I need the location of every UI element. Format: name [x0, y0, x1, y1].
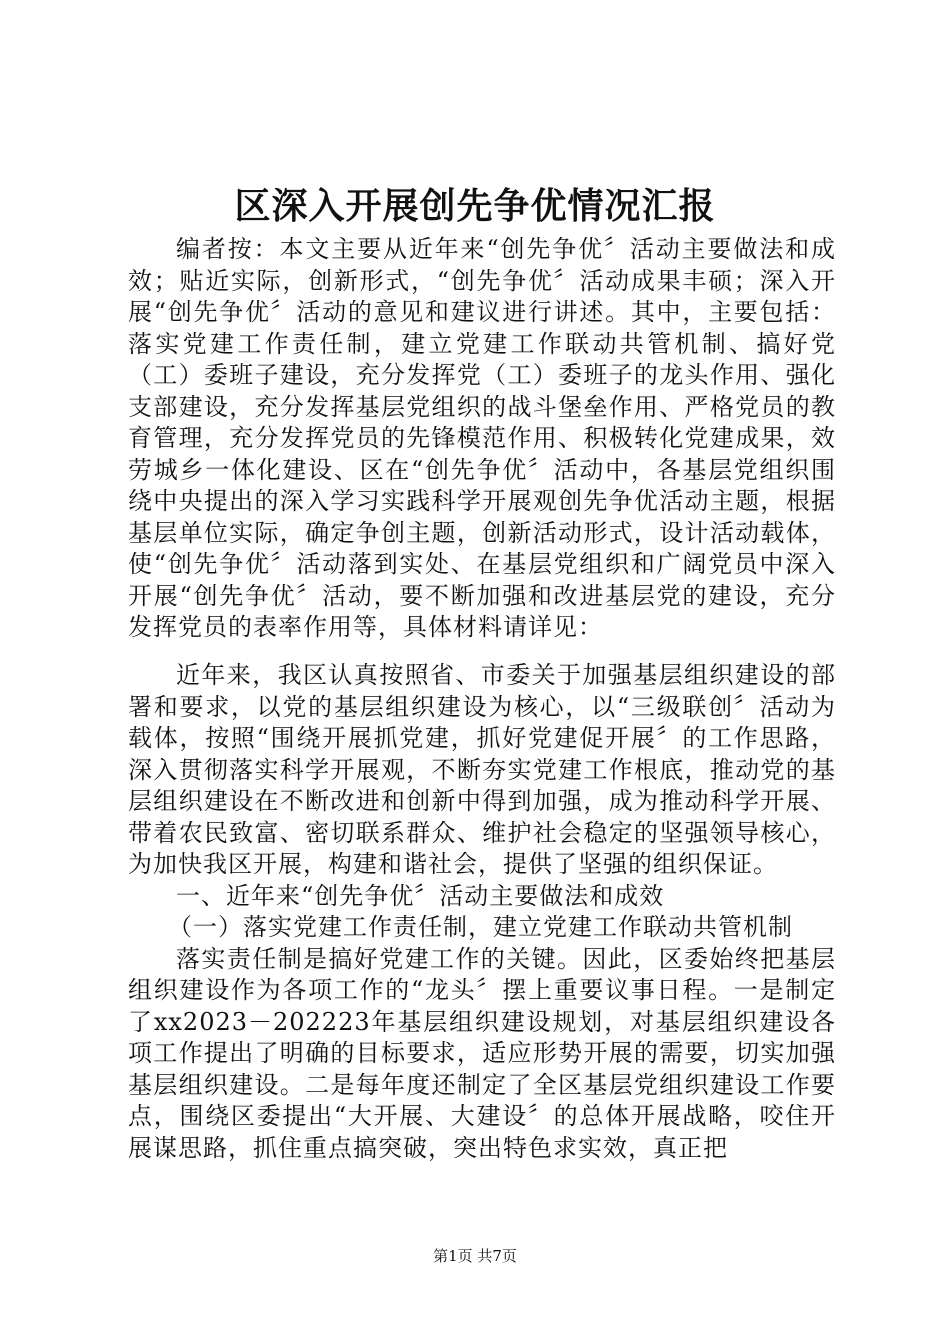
editor-note-paragraph: 编者按：本文主要从近年来“创先争优〞活动主要做法和成效；贴近实际，创新形式，“创先争优〞活动成果丰硕；深入开展“创先争优〞活动的意见和建议进行讲述。其中，主要包括：落实党建工作责任制，建立党建工作联动共管机制、搞好党（工）委班子建设，充分发挥党（工）委班子的龙头作用、强化支部建设，充分发挥基层党组织的战斗堡垒作用、严格党员的教育管理，充分发挥党员的先锋模范作用、积极转化党建成果，效劳城乡一体化建设、区在“创先争优〞活动中，各基层党组织围绕中央提出的深入学习实践科学开展观创先争优活动主题，根据基层单位实际，确定争创主题，创新活动形式，设计活动载体，使“创先争优〞活动落到实处、在基层党组织和广阔党员中深入开展“创先争优〞活动，要不断加强和改进基层党的建设，充分发挥党员的表率作用等，具体材料请详见：: [128, 235, 836, 641]
main-body: [128, 660, 836, 1164]
document-title: 区深入开展创先争优情况汇报: [234, 186, 716, 227]
subsection-paragraph: 落实责任制是搞好党建工作的关键。因此，区委始终把基层组织建设作为各项工作的“龙头〞摆上重要议事日程。一是制定了xx2023－202223年基层组织建设规划，对基层组织建设各项工作提出了明确的目标要求，适应形势开展的需要，切实加强基层组织建设。二是每年度还制定了全区基层党组织建设工作要点，围绕区委提出“大开展、大建设〞的总体开展战略，咬住开展谋思路，抓住重点搞突破，突出特色求实效，真正把: [128, 944, 836, 1162]
subsection-heading: （一）落实党建工作责任制，建立党建工作联动共管机制: [168, 913, 793, 941]
page-number: 第1页 共7页: [433, 1247, 517, 1265]
section-heading: 一、近年来“创先争优〞活动主要做法和成效: [176, 881, 665, 910]
editor-note: [128, 234, 836, 644]
intro-paragraph: 近年来，我区认真按照省、市委关于加强基层组织建设的部署和要求，以党的基层组织建设为核心，以“三级联创〞活动为载体，按照“围绕开展抓党建，抓好党建促开展〞的工作思路，深入贯彻落实科学开展观，不断夯实党建工作根底，推动党的基层组织建设在不断改进和创新中得到加强，成为推动科学开展、带着农民致富、密切联系群众、维护社会稳定的坚强领导核心，为加快我区开展，构建和谐社会，提供了坚强的组织保证。: [128, 661, 836, 878]
